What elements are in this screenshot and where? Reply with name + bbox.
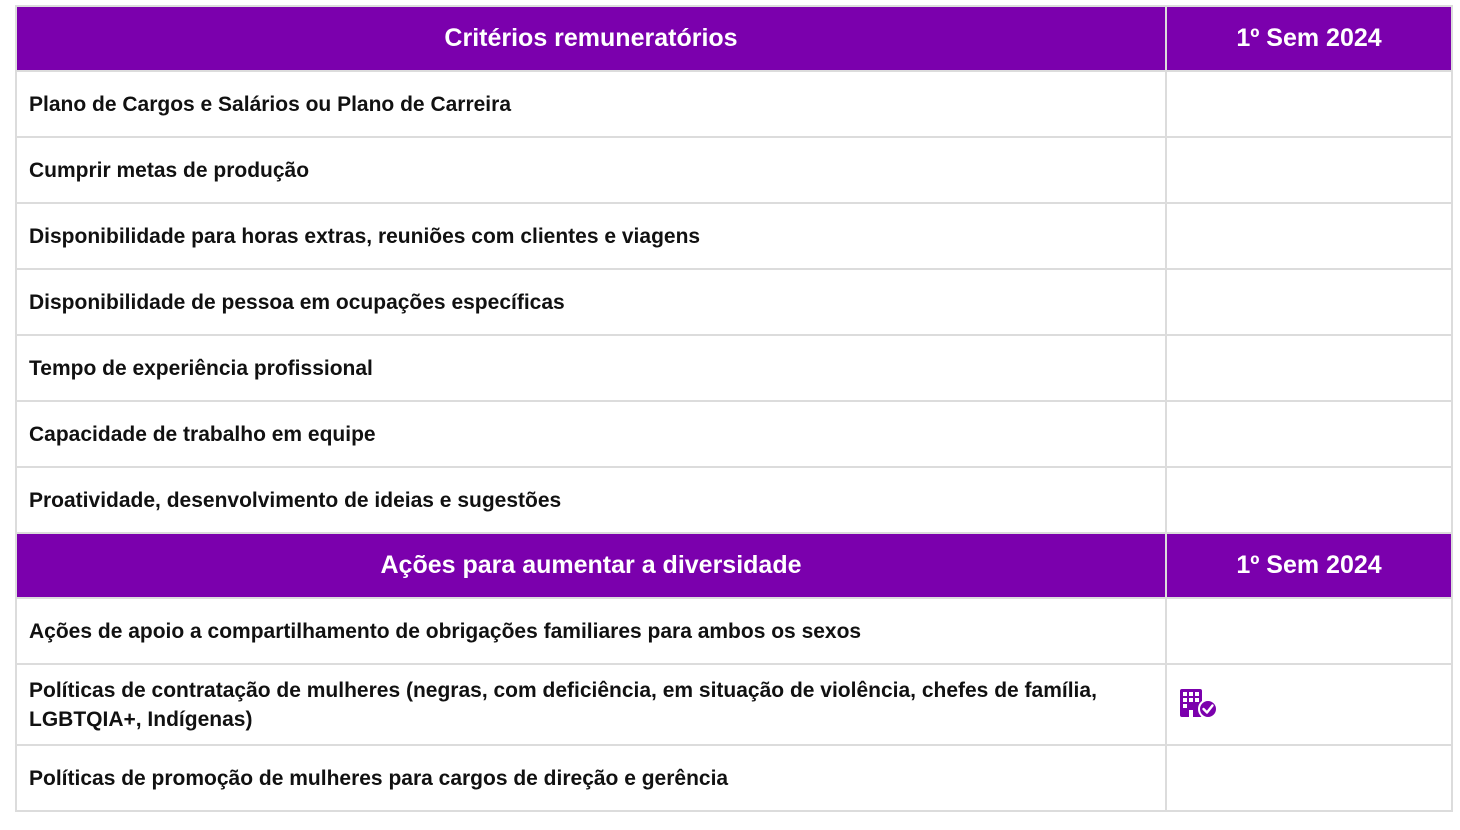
table-row <box>16 269 1452 335</box>
criterion-value-cell <box>1166 269 1452 335</box>
building-check-icon <box>1179 688 1221 722</box>
action-value-cell <box>1166 745 1452 811</box>
action-label: Políticas de promoção de mulheres para cargos de direção e gerência <box>16 745 1166 811</box>
criterion-label: Cumprir metas de produção <box>16 137 1166 203</box>
table-row <box>16 335 1452 401</box>
action-value-cell <box>1166 664 1452 745</box>
criteria-table <box>15 5 1453 812</box>
section-title: Ações para aumentar a diversidade <box>16 533 1166 598</box>
table-row <box>16 598 1452 664</box>
criterion-label: Disponibilidade de pessoa em ocupações específicas <box>16 269 1166 335</box>
criterion-value-cell <box>1166 401 1452 467</box>
table-row <box>16 401 1452 467</box>
section-header-diversity <box>16 533 1452 598</box>
table-row <box>16 745 1452 811</box>
criterion-value-cell <box>1166 137 1452 203</box>
table-row <box>16 203 1452 269</box>
action-label: Ações de apoio a compartilhamento de obrigações familiares para ambos os sexos <box>16 598 1166 664</box>
action-label: Políticas de contratação de mulheres (negras, com deficiência, em situação de violência, chefes de família, LGBTQIA+, Indígenas) <box>16 664 1166 745</box>
section-header-remuneration <box>16 6 1452 71</box>
section-title: Critérios remuneratórios <box>16 6 1166 71</box>
table-row <box>16 467 1452 533</box>
criterion-label: Plano de Cargos e Salários ou Plano de Carreira <box>16 71 1166 137</box>
criterion-value-cell <box>1166 335 1452 401</box>
criterion-value-cell <box>1166 71 1452 137</box>
table-row <box>16 664 1452 745</box>
criterion-label: Capacidade de trabalho em equipe <box>16 401 1166 467</box>
criterion-label: Tempo de experiência profissional <box>16 335 1166 401</box>
criterion-label: Proatividade, desenvolvimento de ideias e sugestões <box>16 467 1166 533</box>
period-header: 1º Sem 2024 <box>1166 6 1452 71</box>
table-row <box>16 137 1452 203</box>
table-row <box>16 71 1452 137</box>
period-header: 1º Sem 2024 <box>1166 533 1452 598</box>
criterion-value-cell <box>1166 203 1452 269</box>
action-value-cell <box>1166 598 1452 664</box>
criterion-value-cell <box>1166 467 1452 533</box>
criterion-label: Disponibilidade para horas extras, reuniões com clientes e viagens <box>16 203 1166 269</box>
